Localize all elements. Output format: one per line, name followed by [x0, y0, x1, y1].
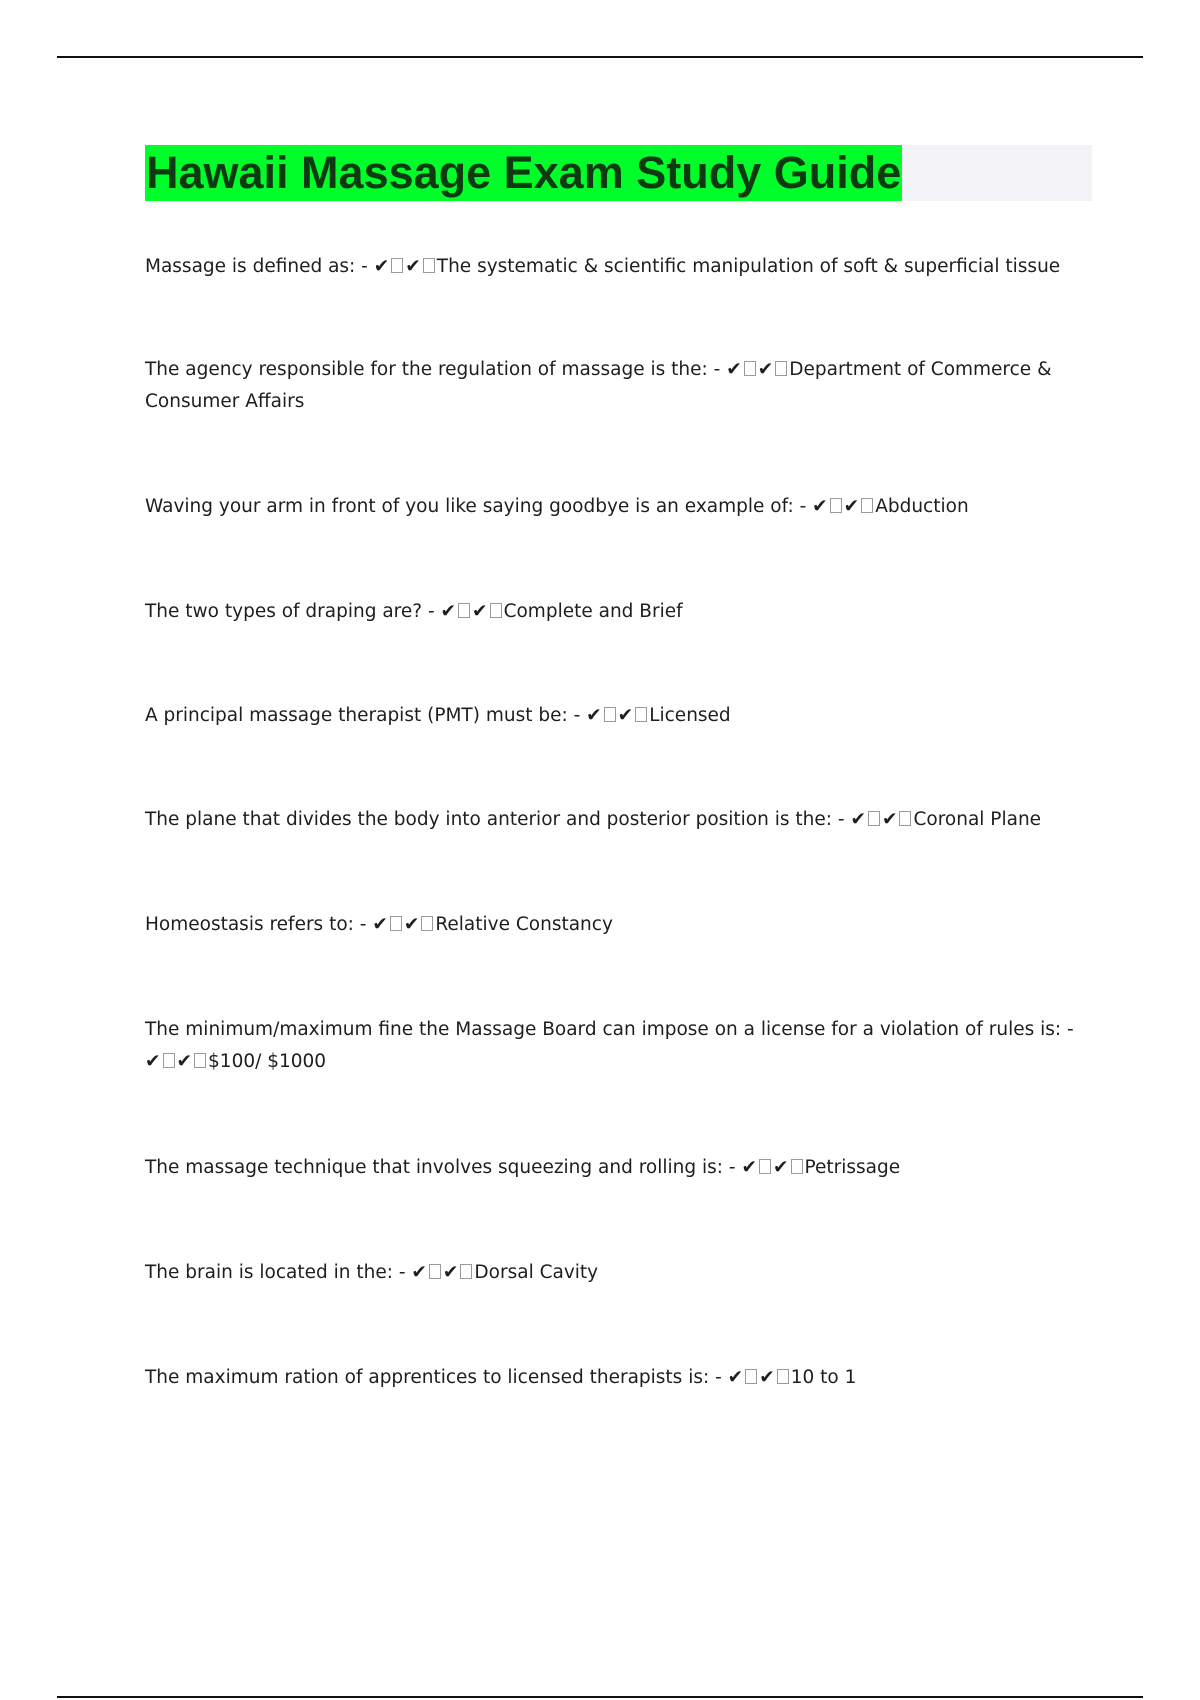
answer-text: Abduction: [875, 496, 969, 517]
box-icon: [868, 811, 880, 826]
check-icon: ✔: [586, 705, 602, 726]
check-icon: ✔: [405, 256, 421, 277]
box-icon: [775, 361, 787, 376]
check-icon: ✔: [440, 601, 457, 622]
check-icon: ✔: [850, 809, 866, 830]
box-icon: [421, 916, 433, 931]
qa-item: [145, 804, 1085, 836]
question-text: The plane that divides the body into anterior and posterior position is the: -: [145, 809, 845, 830]
check-icon: ✔: [759, 1367, 775, 1388]
question-text: The two types of draping are? -: [145, 601, 435, 622]
qa-item: [145, 909, 1085, 941]
check-icon: ✔: [741, 1157, 757, 1178]
qa-item: [145, 1014, 1085, 1078]
box-icon: [458, 603, 470, 618]
check-icon: ✔: [411, 1262, 427, 1283]
box-icon: [429, 1264, 441, 1279]
question-text: The brain is located in the: -: [145, 1262, 406, 1283]
box-icon: [744, 361, 756, 376]
question-text: The agency responsible for the regulation of massage is the: -: [145, 359, 721, 380]
check-icon: ✔: [472, 601, 488, 622]
answer-text: 10 to 1: [790, 1367, 857, 1388]
box-icon: [635, 707, 647, 722]
check-icon: ✔: [442, 1262, 459, 1283]
answer-text: Coronal Plane: [913, 809, 1042, 830]
box-icon: [861, 498, 873, 513]
check-icon: ✔: [372, 914, 388, 935]
box-icon: [777, 1369, 789, 1384]
qa-item: [145, 251, 1085, 283]
qa-item: [145, 1152, 1085, 1184]
box-icon: [391, 258, 403, 273]
box-icon: [390, 916, 402, 931]
check-icon: ✔: [843, 496, 860, 517]
check-icon: ✔: [881, 809, 898, 830]
answer-text: Dorsal Cavity: [474, 1262, 599, 1283]
page-title: Hawaii Massage Exam Study Guide: [145, 145, 902, 201]
answer-text: Relative Constancy: [435, 914, 613, 935]
qa-item: [145, 1362, 1085, 1394]
check-icon: ✔: [176, 1051, 193, 1072]
box-icon: [194, 1053, 206, 1068]
check-icon: ✔: [727, 1367, 744, 1388]
box-icon: [899, 811, 911, 826]
answer-text: $100/ $1000: [208, 1051, 327, 1072]
box-icon: [791, 1159, 803, 1174]
question-text: Massage is defined as: -: [145, 256, 368, 277]
bottom-rule: [57, 1696, 1143, 1698]
box-icon: [830, 498, 842, 513]
box-icon: [759, 1159, 771, 1174]
question-text: Homeostasis refers to: -: [145, 914, 367, 935]
question-text: The maximum ration of apprentices to licensed therapists is: -: [145, 1367, 722, 1388]
answer-text: Complete and Brief: [503, 601, 683, 622]
qa-item: [145, 1257, 1085, 1289]
check-icon: ✔: [772, 1157, 789, 1178]
question-text: The minimum/maximum fine the Massage Board can impose on a license for a violation of rules is: -: [145, 1019, 1074, 1040]
box-icon: [163, 1053, 175, 1068]
check-icon: ✔: [726, 359, 742, 380]
question-text: A principal massage therapist (PMT) must be: -: [145, 705, 581, 726]
qa-item: [145, 596, 1085, 628]
qa-item: [145, 354, 1085, 418]
top-rule: [57, 56, 1143, 58]
answer-text: Department of Commerce & Consumer Affairs: [145, 359, 1052, 412]
qa-item: [145, 700, 1085, 732]
answer-text: Petrissage: [804, 1157, 901, 1178]
box-icon: [490, 603, 502, 618]
check-icon: ✔: [617, 705, 634, 726]
box-icon: [423, 258, 435, 273]
check-icon: ✔: [403, 914, 420, 935]
question-text: Waving your arm in front of you like saying goodbye is an example of: -: [145, 496, 807, 517]
question-text: The massage technique that involves squeezing and rolling is: -: [145, 1157, 736, 1178]
answer-text: Licensed: [649, 705, 731, 726]
qa-item: [145, 491, 1085, 523]
answer-text: The systematic & scientific manipulation of soft & superficial tissue: [436, 256, 1061, 277]
check-icon: ✔: [812, 496, 828, 517]
check-icon: ✔: [757, 359, 774, 380]
box-icon: [745, 1369, 757, 1384]
box-icon: [460, 1264, 472, 1279]
box-icon: [604, 707, 616, 722]
check-icon: ✔: [145, 1051, 161, 1072]
check-icon: ✔: [373, 256, 390, 277]
